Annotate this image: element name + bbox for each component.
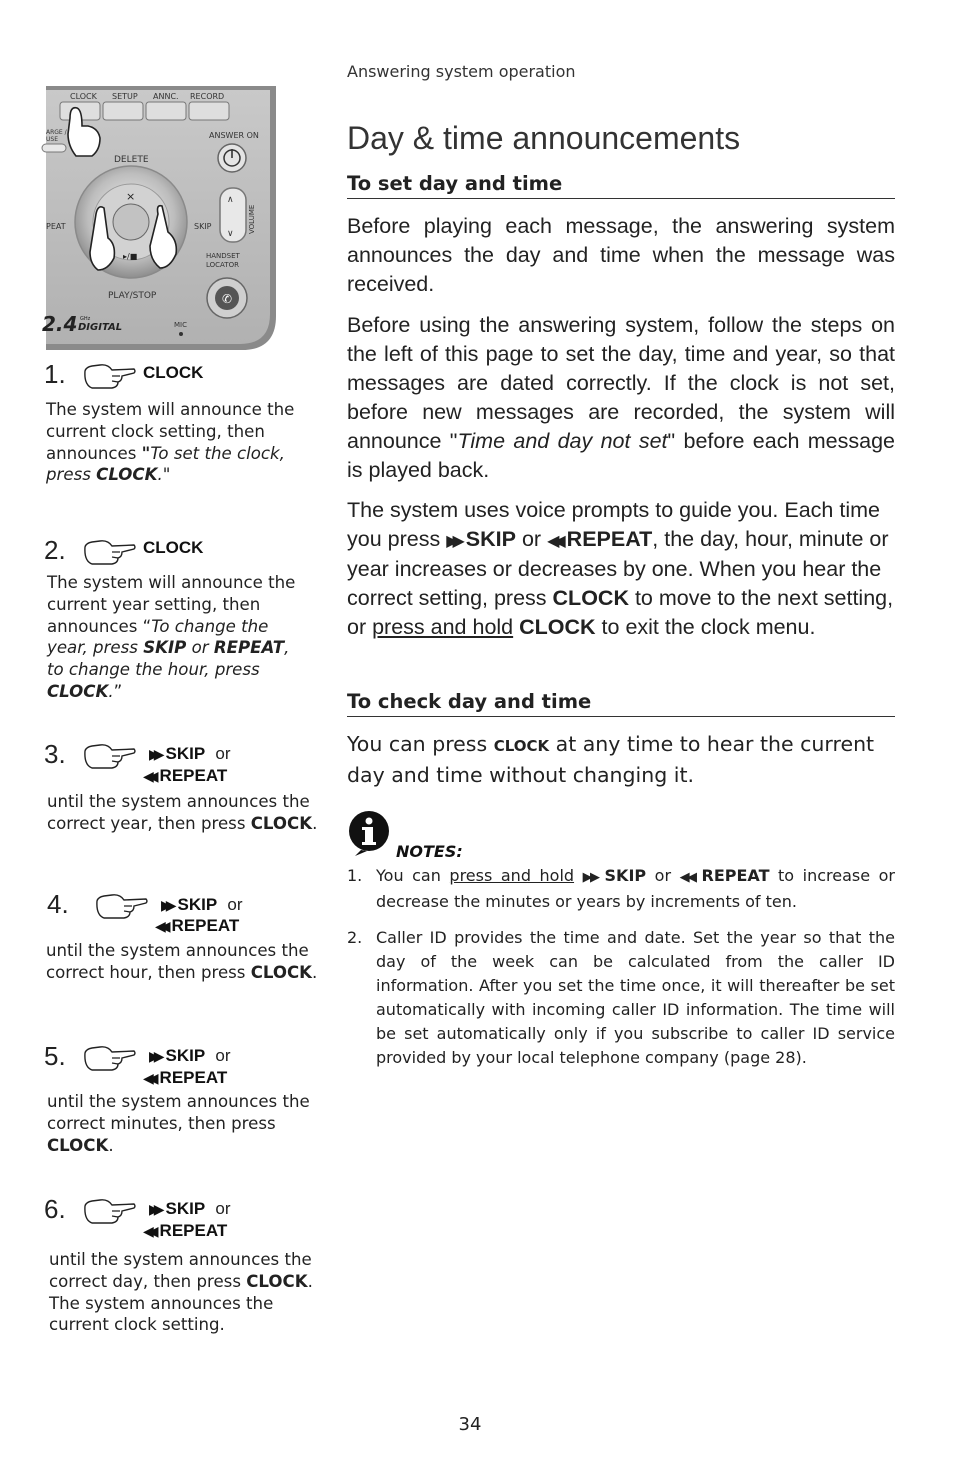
page-number: 34 [458,1414,482,1435]
step-6-number: 6. [44,1194,66,1224]
step-4-repeat-label: ◀◀ REPEAT [155,916,240,935]
pointing-hand-icon [82,1043,136,1073]
fast-forward-icon: ▶▶ [582,870,598,885]
fast-forward-icon: ▶▶ [149,1202,159,1218]
paragraph-2: Before using the answering system, follow the steps on the left of this page to set the day, time and year, so that messages are dated correctly. If the clock is not set, before new messages are recorded, the system will announce "Time and day not set" before each message is played back. [347,313,896,482]
charge-label-1: ARGE / [46,129,67,136]
fast-forward-icon: ▶▶ [446,531,459,550]
check-paragraph: You can press CLOCK at any time to hear the current day and time without changing it. [347,732,875,787]
key-label-clock: CLOCK [70,92,97,101]
step-3-repeat-label: ◀◀ REPEAT [143,766,228,785]
step-5-text: until the system announces the correct minutes, then press CLOCK. [47,1092,310,1155]
brand-number: 2.4 [42,312,78,336]
step-5-skip-label: ▶▶ SKIP or [149,1046,231,1065]
step-6-text: until the system announces the correct day, then press CLOCK. The system announces the current clock setting. [49,1250,313,1335]
check-day-time-heading: To check day and time [347,690,895,717]
repeat-label: PEAT [46,222,66,231]
fast-forward-icon: ▶▶ [161,898,171,914]
step-1-text: The system will announce the current clock setting, then announces "To set the clock, press CLOCK." [46,400,295,485]
page-title: Day & time announcements [347,120,741,156]
rewind-icon: ◀◀ [547,531,560,550]
step-3-number: 3. [44,739,66,769]
notes-label: NOTES: [396,842,463,861]
step-5-number: 5. [44,1041,66,1071]
info-icon [347,810,391,856]
step-4-number: 4. [47,889,69,919]
locator-label: LOCATOR [206,261,239,269]
answer-on-label: ANSWER ON [209,131,259,140]
skip-label: SKIP [194,222,212,231]
step-1-clock-button-label: CLOCK [143,363,204,382]
step-2-text: The system will announce the current year setting, then announces “To change the year, press SKIP or REPEAT, to change the hour, press CLOCK.” [47,573,296,701]
step-6-skip-label: ▶▶ SKIP or [149,1199,231,1218]
answering-machine-image [42,86,276,350]
svg-text:∧: ∧ [227,195,234,205]
step-1-number: 1. [44,359,66,389]
handset-label: HANDSET [206,252,240,260]
step-4-skip-label: ▶▶ SKIP or [161,895,243,914]
note-1: 1. You can press and hold ▶▶ SKIP or ◀◀ REPEAT to increase or decrease the minutes or years by increments of ten. [347,866,895,911]
charge-label-2: USE [46,136,58,143]
key-label-setup: SETUP [112,92,138,101]
delete-x-icon: × [126,190,136,203]
play-stop-icon: ▸/■ [123,252,138,261]
rewind-icon: ◀◀ [143,1071,153,1087]
pointing-hand-icon [82,537,136,567]
key-label-annc: ANNC. [153,92,179,101]
rewind-icon: ◀◀ [679,870,695,885]
key-label-record: RECORD [190,92,225,101]
step-5-repeat-label: ◀◀ REPEAT [143,1068,228,1087]
pointing-hand-icon [94,891,148,921]
fast-forward-icon: ▶▶ [149,1049,159,1065]
rewind-icon: ◀◀ [143,769,153,785]
fast-forward-icon: ▶▶ [149,747,159,763]
pointing-hand-icon [82,1196,136,1226]
delete-label: DELETE [114,155,149,165]
step-4-text: until the system announces the correct hour, then press CLOCK. [46,941,318,982]
step-2-clock-button-label: CLOCK [143,538,204,557]
svg-text:∨: ∨ [227,229,234,239]
pointing-hand-icon [82,741,136,771]
paragraph-3: The system uses voice prompts to guide you. Each time you press ▶▶ SKIP or ◀◀ REPEAT, the day, hour, minute or year increases or decreases by one. When you hear the correct setting, press CLOCK to move to the next setting, or press and hold CLOCK to exit the clock menu. [347,498,894,639]
brand-digital: DIGITAL [78,322,123,333]
mic-label: MIC [174,321,187,329]
section-header: Answering system operation [347,62,576,81]
rewind-icon: ◀◀ [143,1224,153,1240]
note-2: 2. Caller ID provides the time and date. Set the year so that the day of the week can be calculated from the caller ID information. After you set the time once, it will thereafter be set automatically with incoming caller ID information. The time will be set automatically only if you subscribe to caller ID service provided by your local telephone company (page 28). [347,928,895,1067]
rewind-icon: ◀◀ [155,919,165,935]
volume-label: VOLUME [248,204,256,234]
paragraph-1: Before playing each message, the answering system announces the day and time when the message was received. [347,214,895,296]
play-stop-label: PLAY/STOP [108,291,157,301]
svg-text:✆: ✆ [222,292,233,306]
step-2-number: 2. [44,535,66,565]
step-6-repeat-label: ◀◀ REPEAT [143,1221,228,1240]
step-3-skip-label: ▶▶ SKIP or [149,744,231,763]
set-day-time-heading: To set day and time [347,172,895,199]
pointing-hand-icon [82,361,136,391]
brand-ghz: GHz [80,316,91,322]
step-3-text: until the system announces the correct year, then press CLOCK. [47,792,318,833]
